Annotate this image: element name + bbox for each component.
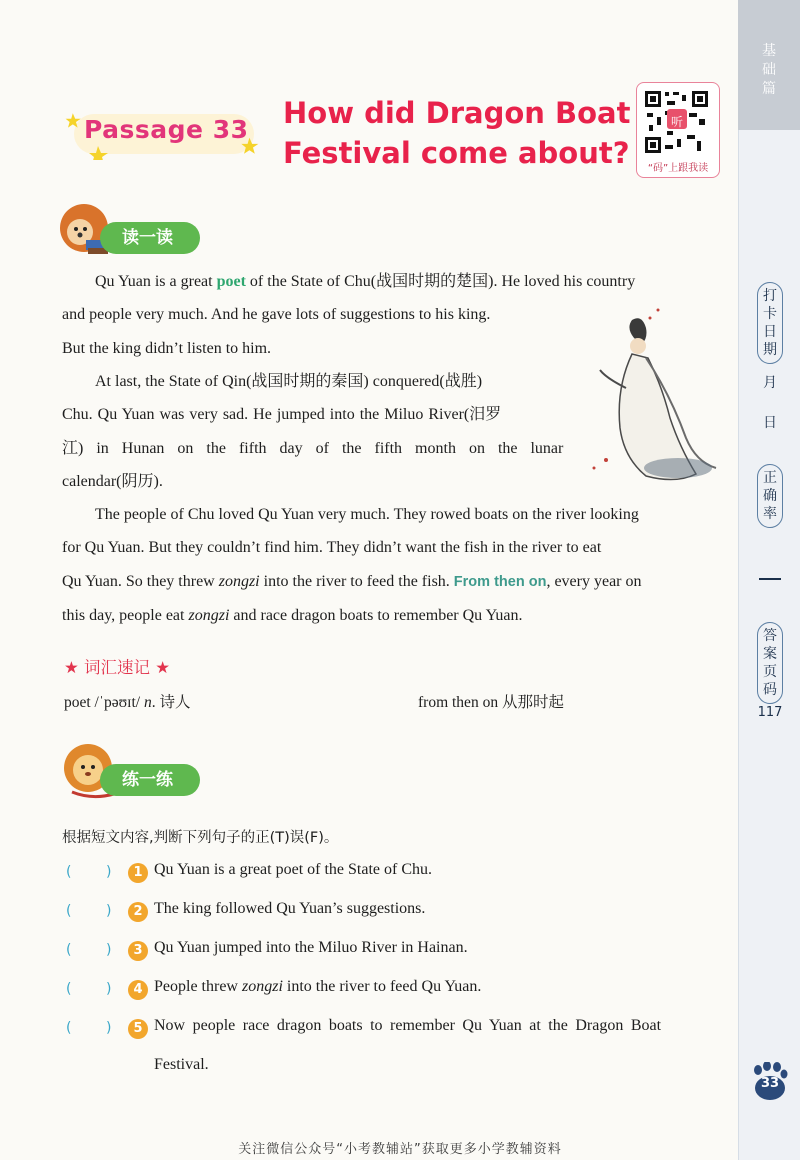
vocab-title: ★ 词汇速记 ★ <box>64 658 171 677</box>
question-text: Qu Yuan is a great poet of the State of Chu. <box>154 861 433 878</box>
page-title <box>283 93 633 173</box>
highlight-from-then-on: From then on <box>453 573 547 590</box>
question-number: 1 <box>128 863 148 883</box>
highlight-poet: poet <box>216 273 246 290</box>
side-top-block <box>738 0 800 130</box>
question-text: Qu Yuan jumped into the Miluo River in Hainan. <box>154 939 468 956</box>
paragraph-1: Qu Yuan is a great poet of the State of Chu(战国时期的楚国). He loved his country and people very much. And he gave lots of suggestions to his king. But the king didn’t listen to him. <box>62 273 636 357</box>
qr-caption: “码”上跟我读 <box>647 163 709 174</box>
qr-listen-badge: 听 <box>671 115 684 129</box>
answer-page-number: 117 <box>757 705 783 720</box>
page: 基础篇 打卡日期 月 日 正确率 答案页码 117 33 Passage 33 How did Dragon Boat Festival come about? 听 “码”上跟我读 读一读 Qu Yuan is a great poet of the State of Chu(战国时期的楚国). He loved his country and people very much. And he gave lots of suggestions to his king. But the king didn’t listen to him. At last, the State of Qin(战国时期的秦国) conquered(战胜) Chu. Qu Yuan was very sad. He jumped into the Miluo River(汨罗 江) in Hunan on the fifth day of the fifth month on the lunar calendar(阴历). The people of Chu loved Qu Yuan very much. They rowed boats on the river looking for Qu Yuan. But they couldn’t find him. They didn’t want the fish in the river to eat Qu Yuan. So they threw zongzi into the river to feed the fish. From then on, every year on this day, people eat zongzi and race dragon boats to remember Qu Yuan. ★ 词汇速记 ★ poet /ˈpəʊɪt/ n. 诗人 from then on 从那时起 练一练 根据短文内容,判断下列句子的正(T)误(F)。 ( ) 1 Qu Yuan is a great poet of the State of Chu. ( ) 2 The king followed Qu Yuan’s suggestions. ( ) 3 Qu Yuan jumped into the Miluo River in Hainan. ( ) 4 People threw zongzi into the river to feed Qu Yuan. ( ) 5 Now people race dragon boats to remember Qu Yuan at the Dragon Boat Festival. 关注微信公众号“小考教辅站”获取更多小学教辅资料 <box>0 0 800 1160</box>
footer-note: 关注微信公众号“小考教辅站”获取更多小学教辅资料 <box>238 1142 562 1157</box>
day-label: 日 <box>763 415 777 431</box>
accuracy-label: 正确率 <box>757 464 783 528</box>
question-number: 4 <box>128 980 148 1000</box>
question-number: 3 <box>128 941 148 961</box>
question-number: 2 <box>128 902 148 922</box>
question-text-continued: Festival. <box>154 1056 209 1073</box>
month-label: 月 <box>763 375 777 391</box>
qu-yuan-illustration <box>586 298 726 488</box>
accuracy-line <box>759 578 781 580</box>
question-text: The king followed Qu Yuan’s suggestions. <box>154 900 426 917</box>
read-section-tag: 读一读 <box>100 222 200 254</box>
checkin-date-label: 打卡日期 <box>757 282 783 364</box>
title-line-1: How did Dragon Boat <box>283 96 631 130</box>
practice-section-tag: 练一练 <box>100 764 200 796</box>
question-text: Now people race dragon boats to remember Qu Yuan at the Dragon Boat <box>154 1017 662 1034</box>
question-number: 5 <box>128 1019 148 1039</box>
vocab-item-poet: poet /ˈpəʊɪt/ n. 诗人 <box>64 694 191 711</box>
paragraph-3: The people of Chu loved Qu Yuan very much. They rowed boats on the river looking for Qu Yuan. But they couldn’t find him. They didn’t want the fish in the river to eat Qu Yuan. So they threw zongzi into the river to feed the fish. From then on, every year on this day, people eat zongzi and race dragon boats to remember Qu Yuan. <box>62 506 642 624</box>
title-line-2: Festival come about? <box>283 136 630 170</box>
vocab-item-from-then-on: from then on 从那时起 <box>418 694 564 711</box>
paragraph-2: At last, the State of Qin(战国时期的秦国) conquered(战胜) Chu. Qu Yuan was very sad. He jumped into the Miluo River(汨罗 江) in Hunan on the fifth day of the fifth month on the lunar calendar(阴历). <box>62 373 564 490</box>
side-tab <box>738 0 800 1160</box>
practice-instruction: 根据短文内容,判断下列句子的正(T)误(F)。 <box>62 830 339 846</box>
answer-page-label: 答案页码 <box>757 622 783 704</box>
side-section-label: 基础篇 <box>762 43 776 97</box>
page-number: 33 <box>760 1076 780 1091</box>
passage-label: Passage 33 <box>84 115 249 144</box>
question-text: People threw zongzi into the river to feed Qu Yuan. <box>154 978 482 995</box>
